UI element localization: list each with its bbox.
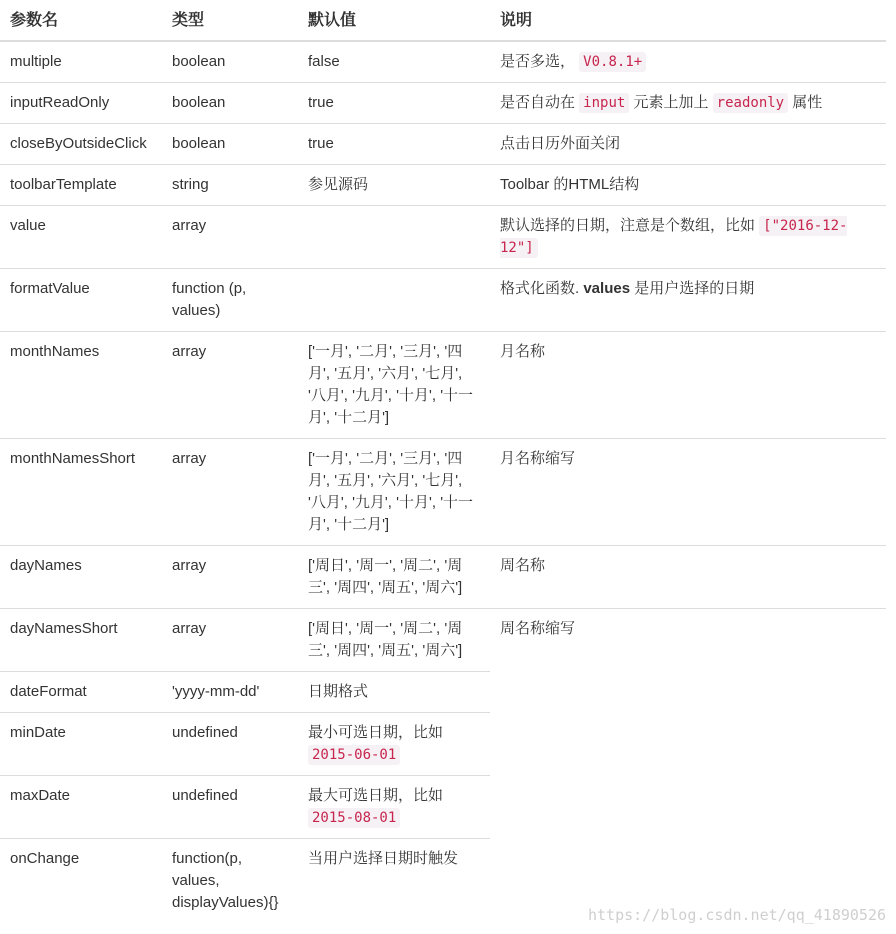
- param-default: true: [308, 94, 334, 111]
- param-desc: [490, 206, 886, 269]
- readonly-code: readonly: [713, 93, 788, 113]
- param-default: ['一月', '二月', '三月', '四月', '五月', '六月', '七月', '八月', '九月', '十月', '十一月', '十二月']: [308, 343, 474, 426]
- param-default: 参见源码: [308, 176, 369, 193]
- param-type: function (p, values): [172, 280, 247, 319]
- param-desc: Toolbar 的HTML结构: [500, 176, 640, 193]
- param-default: 当用户选择日期时触发: [298, 839, 490, 924]
- max-date-code: 2015-08-01: [308, 808, 400, 828]
- param-desc: 周名称缩写: [500, 620, 576, 637]
- version-code: V0.8.1+: [579, 52, 646, 72]
- param-name: monthNames: [10, 343, 100, 360]
- desc-text: 格式化函数.: [500, 280, 584, 297]
- param-desc: 月名称缩写: [500, 450, 576, 467]
- param-name: toolbarTemplate: [10, 176, 117, 193]
- param-name: formatValue: [10, 280, 90, 297]
- table-row: [0, 41, 886, 83]
- param-name: dayNamesShort: [10, 620, 118, 637]
- header-type: 类型: [172, 12, 205, 29]
- table-row: [0, 124, 886, 165]
- param-type: string: [172, 176, 209, 193]
- param-type: boolean: [172, 53, 226, 70]
- header-name: 参数名: [10, 12, 59, 29]
- param-default: false: [308, 53, 340, 70]
- param-name: minDate: [0, 713, 162, 776]
- param-type: array: [172, 450, 207, 467]
- desc-text: 元素上加上: [629, 94, 713, 111]
- param-default: [298, 713, 490, 776]
- default-text: 最小可选日期，比如: [308, 724, 444, 741]
- table-header-row: [0, 0, 886, 41]
- min-date-code: 2015-06-01: [308, 745, 400, 765]
- param-type: undefined: [162, 776, 298, 839]
- desc-text: 默认选择的日期，注意是个数组，比如: [500, 217, 760, 234]
- param-default: ['周日', '周一', '周二', '周三', '周四', '周五', '周六']: [308, 557, 463, 596]
- table-row: [0, 439, 886, 546]
- param-desc: 月名称: [500, 343, 546, 360]
- table-row: [0, 713, 886, 776]
- param-default: [298, 776, 490, 839]
- param-default: 日期格式: [298, 672, 490, 713]
- table-row: [0, 83, 886, 124]
- desc-text: 是否多选，: [500, 53, 580, 70]
- param-default: true: [308, 135, 334, 152]
- param-type: boolean: [172, 94, 226, 111]
- table-row: [0, 672, 886, 713]
- desc-text: 是用户选择的日期: [630, 280, 755, 297]
- param-desc: [490, 713, 886, 776]
- table-row: [0, 269, 886, 332]
- param-default: ['周日', '周一', '周二', '周三', '周四', '周五', '周六']: [308, 620, 463, 659]
- param-default: [298, 206, 490, 269]
- header-default: 默认值: [308, 12, 357, 29]
- param-type: boolean: [172, 135, 226, 152]
- table-row: [0, 776, 886, 839]
- param-name: inputReadOnly: [10, 94, 110, 111]
- param-name: dateFormat: [0, 672, 162, 713]
- table-row: [0, 165, 886, 206]
- param-desc: 点击日历外面关闭: [500, 135, 621, 152]
- param-type: array: [172, 620, 207, 637]
- param-name: value: [10, 217, 46, 234]
- param-desc: [490, 83, 886, 124]
- param-name: onChange: [0, 839, 162, 924]
- param-default: ['一月', '二月', '三月', '四月', '五月', '六月', '七月', '八月', '九月', '十月', '十一月', '十二月']: [308, 450, 474, 533]
- param-name: monthNamesShort: [10, 450, 136, 467]
- desc-text: 是否自动在: [500, 94, 580, 111]
- param-type: array: [172, 217, 207, 234]
- table-row: [0, 546, 886, 609]
- param-name: dayNames: [10, 557, 82, 574]
- param-type: array: [172, 557, 207, 574]
- desc-text: 属性: [788, 94, 823, 111]
- value-example-code: ["2016-12-12"]: [500, 218, 848, 256]
- param-name: multiple: [10, 53, 62, 70]
- param-type: array: [172, 343, 207, 360]
- param-type: function(p, values, displayValues){}: [162, 839, 298, 924]
- table-row: [0, 332, 886, 439]
- param-desc: [490, 41, 886, 83]
- input-code: input: [579, 93, 629, 113]
- values-bold: values: [583, 280, 631, 297]
- param-desc: [490, 776, 886, 839]
- table-row: [0, 609, 886, 672]
- param-type: 'yyyy-mm-dd': [162, 672, 298, 713]
- param-name: closeByOutsideClick: [10, 135, 147, 152]
- default-text: 最大可选日期，比如: [308, 787, 444, 804]
- param-name: maxDate: [0, 776, 162, 839]
- param-default: [298, 269, 490, 332]
- table-row: [0, 206, 886, 269]
- watermark: https://blog.csdn.net/qq_41890526: [587, 906, 886, 924]
- param-desc: 周名称: [500, 557, 546, 574]
- param-desc: [490, 672, 886, 713]
- header-desc: 说明: [500, 12, 533, 29]
- param-desc: [490, 269, 886, 332]
- param-type: undefined: [162, 713, 298, 776]
